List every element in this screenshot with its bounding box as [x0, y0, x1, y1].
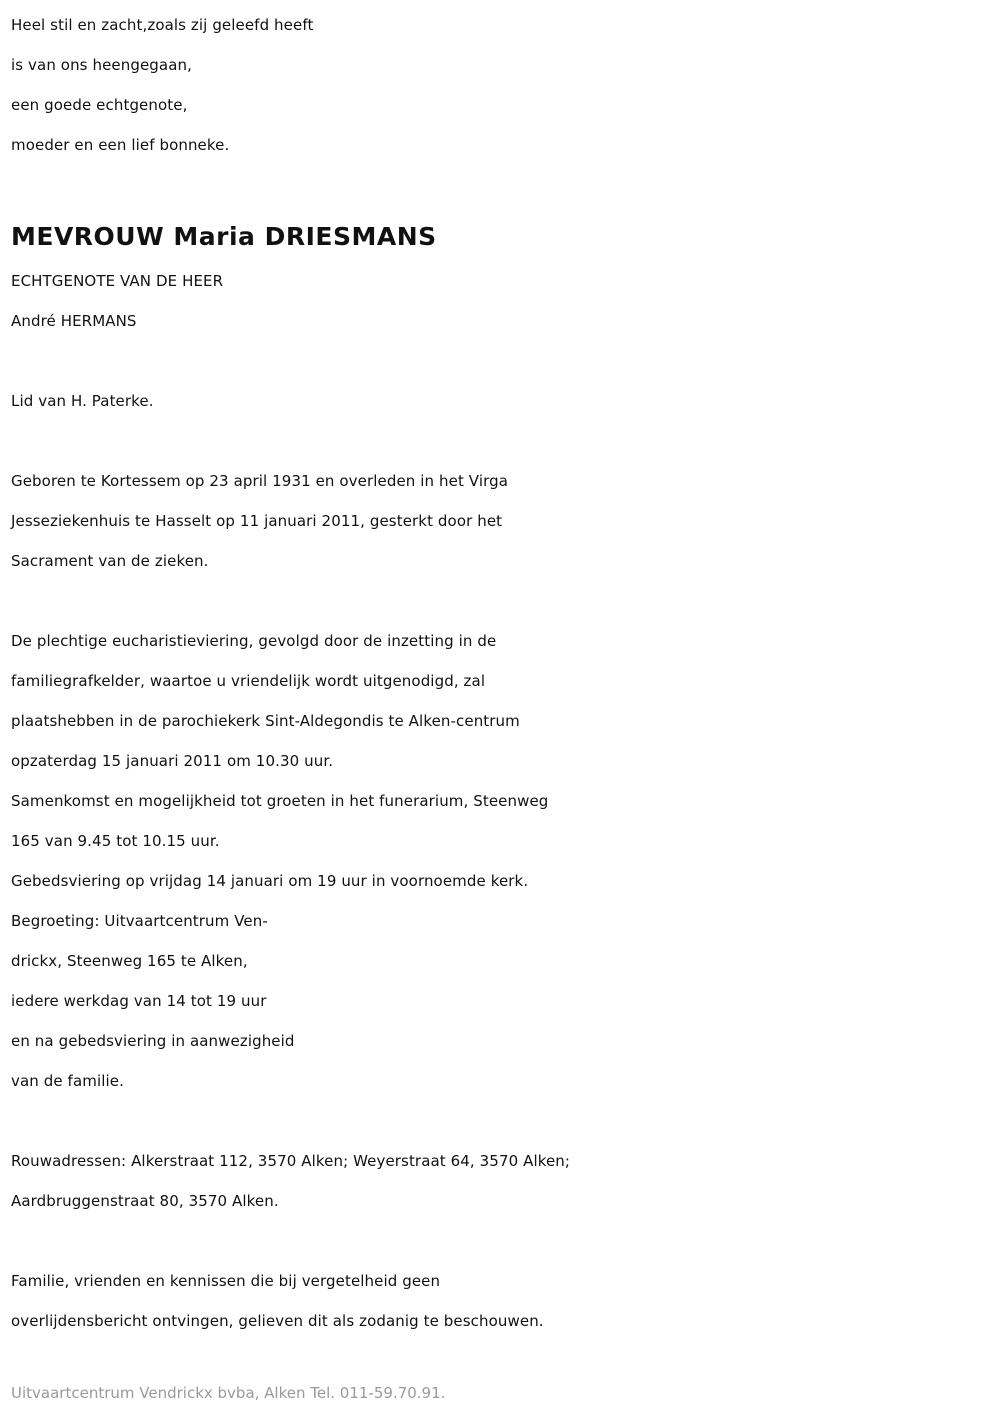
paragraph-line: 165 van 9.45 tot 10.15 uur. — [11, 832, 220, 850]
poem — [11, 5, 991, 165]
birth-death-paragraph — [11, 461, 991, 581]
paragraph-line: Geboren te Kortessem op 23 april 1931 en overleden in het Virga — [11, 472, 509, 490]
paragraph-line: van de familie. — [11, 1072, 124, 1090]
paragraph-line: Gebedsviering op vrijdag 14 januari om 19 uur in voornoemde kerk. — [11, 872, 529, 890]
paragraph-line: plaatshebben in de parochiekerk Sint-Aldegondis te Alken-centrum — [11, 712, 520, 730]
paragraph-line: opzaterdag 15 januari 2011 om 10.30 uur. — [11, 752, 334, 770]
paragraph-line: overlijdensbericht ontvingen, gelieven dit als zodanig te beschouwen. — [11, 1312, 544, 1330]
spouse-name: André HERMANS — [11, 312, 137, 330]
paragraph-line: Rouwadressen: Alkerstraat 112, 3570 Alken; Weyerstraat 64, 3570 Alken; — [11, 1152, 571, 1170]
paragraph-line: drickx, Steenweg 165 te Alken, — [11, 952, 248, 970]
deceased-name: MEVROUW Maria DRIESMANS — [11, 222, 437, 251]
notice-paragraph — [11, 1261, 991, 1341]
paragraph-line: Aardbruggenstraat 80, 3570 Alken. — [11, 1192, 279, 1210]
obituary-notice — [11, 0, 991, 1413]
poem-line: moeder en een lief bonneke. — [11, 136, 230, 154]
spacer — [11, 1221, 991, 1261]
paragraph-line: familiegrafkelder, waartoe u vriendelijk wordt uitgenodigd, zal — [11, 672, 486, 690]
spacer — [11, 341, 991, 381]
spacer — [11, 581, 991, 621]
poem-line: Heel stil en zacht,zoals zij geleefd heeft — [11, 16, 314, 34]
mourning-addresses — [11, 1141, 991, 1221]
spouse-label: ECHTGENOTE VAN DE HEER — [11, 272, 224, 290]
paragraph-line: Jesseziekenhuis te Hasselt op 11 januari 2011, gesterkt door het — [11, 512, 503, 530]
deceased-block — [11, 213, 991, 341]
spacer — [11, 165, 991, 213]
membership: Lid van H. Paterke. — [11, 392, 154, 410]
paragraph-line: iedere werkdag van 14 tot 19 uur — [11, 992, 267, 1010]
spacer — [11, 1101, 991, 1141]
paragraph-line: Familie, vrienden en kennissen die bij vergetelheid geen — [11, 1272, 441, 1290]
poem-line: een goede echtgenote, — [11, 96, 188, 114]
paragraph-line: Samenkomst en mogelijkheid tot groeten in het funerarium, Steenweg — [11, 792, 549, 810]
paragraph-line: Sacrament van de zieken. — [11, 552, 209, 570]
ceremony-paragraph — [11, 621, 991, 1101]
paragraph-line: De plechtige eucharistieviering, gevolgd door de inzetting in de — [11, 632, 497, 650]
funeral-home-footer: Uitvaartcentrum Vendrickx bvba, Alken Tel. 011-59.70.91. — [11, 1384, 446, 1402]
paragraph-line: Begroeting: Uitvaartcentrum Ven- — [11, 912, 268, 930]
spacer — [11, 421, 991, 461]
poem-line: is van ons heengegaan, — [11, 56, 192, 74]
paragraph-line: en na gebedsviering in aanwezigheid — [11, 1032, 295, 1050]
